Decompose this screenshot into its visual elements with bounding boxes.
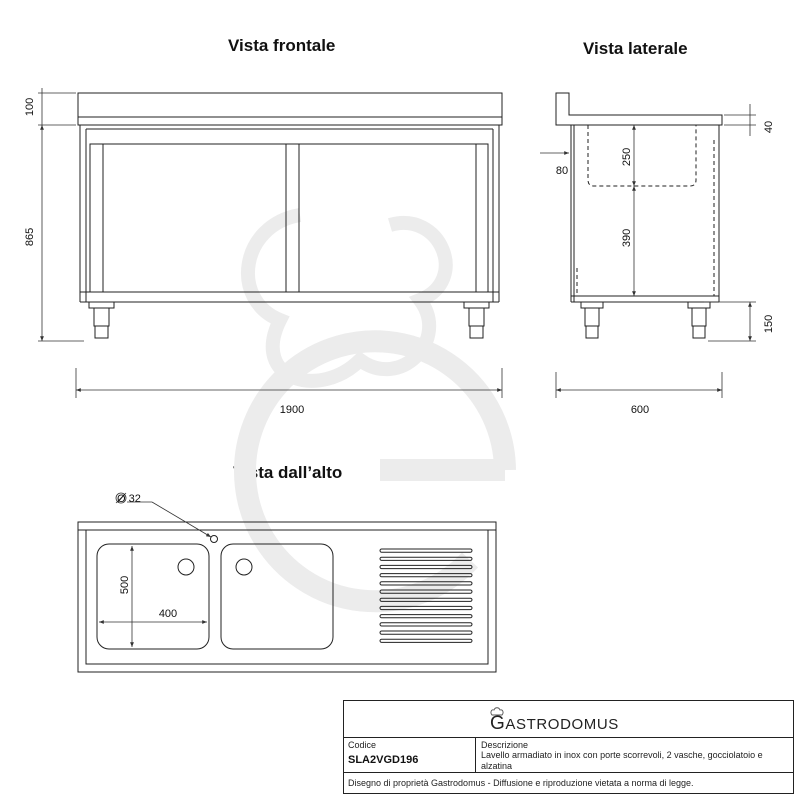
code-label: Codice — [348, 740, 377, 750]
dim-top-bowl-length: 500 — [119, 575, 131, 595]
front-leg-right — [464, 302, 489, 308]
title-block — [343, 700, 794, 794]
front-door-right-post — [476, 144, 488, 292]
dim-side-below-bowl: 390 — [621, 228, 633, 248]
drainboard-rib — [380, 615, 472, 618]
side-upstand — [556, 93, 722, 125]
brand-initial: G — [490, 713, 506, 734]
title-block-logo — [344, 701, 793, 738]
drainboard-rib — [380, 639, 472, 642]
front-worktop — [78, 93, 502, 125]
side-bowl-hidden — [588, 125, 696, 186]
dim-front-width: 1900 — [279, 404, 305, 416]
product-code: SLA2VGD196 — [348, 754, 419, 766]
top-dimensions — [99, 493, 211, 647]
top-drain-left — [178, 559, 194, 575]
dim-top-hole: Ø 32 — [117, 493, 141, 505]
dim-side-upstand: 40 — [763, 120, 775, 134]
brand-name — [490, 713, 619, 735]
dim-side-depth: 600 — [630, 404, 650, 416]
ownership-notice: Disegno di proprietà Gastrodomus - Diffusione e riproduzione vietata a norma di legge. — [348, 778, 694, 788]
front-view-title: Vista frontale — [228, 36, 336, 55]
side-view-title: Vista laterale — [583, 39, 688, 58]
dim-front-top: 100 — [24, 97, 36, 117]
top-drain-right — [236, 559, 252, 575]
side-leg-left — [581, 302, 603, 308]
front-leg-left — [89, 302, 114, 308]
dim-side-legs: 150 — [763, 314, 775, 334]
front-door-left-post — [90, 144, 103, 292]
drainboard-rib — [380, 623, 472, 626]
description-label: Descrizione — [481, 740, 529, 750]
top-view-title: Vista dall’alto — [233, 463, 343, 482]
title-block-code-cell — [344, 738, 476, 772]
brand-rest: ASTRODOMUS — [505, 716, 619, 733]
dim-front-height: 865 — [24, 227, 36, 247]
side-dimensions — [540, 104, 756, 398]
title-block-info — [344, 738, 793, 773]
drainboard-rib — [380, 549, 472, 552]
drainboard-rib — [380, 631, 472, 634]
top-bowl-left — [97, 544, 209, 649]
top-tap-hole — [211, 536, 218, 543]
dim-side-overhang: 80 — [555, 165, 569, 177]
dim-side-bowl-depth: 250 — [621, 147, 633, 167]
side-leg-right — [688, 302, 710, 308]
dim-top-bowl-width: 400 — [158, 608, 178, 620]
side-view — [556, 93, 722, 338]
product-description: Lavello armadiato in inox con porte scorrevoli, 2 vasche, gocciolatoio e alzatina — [481, 750, 763, 771]
